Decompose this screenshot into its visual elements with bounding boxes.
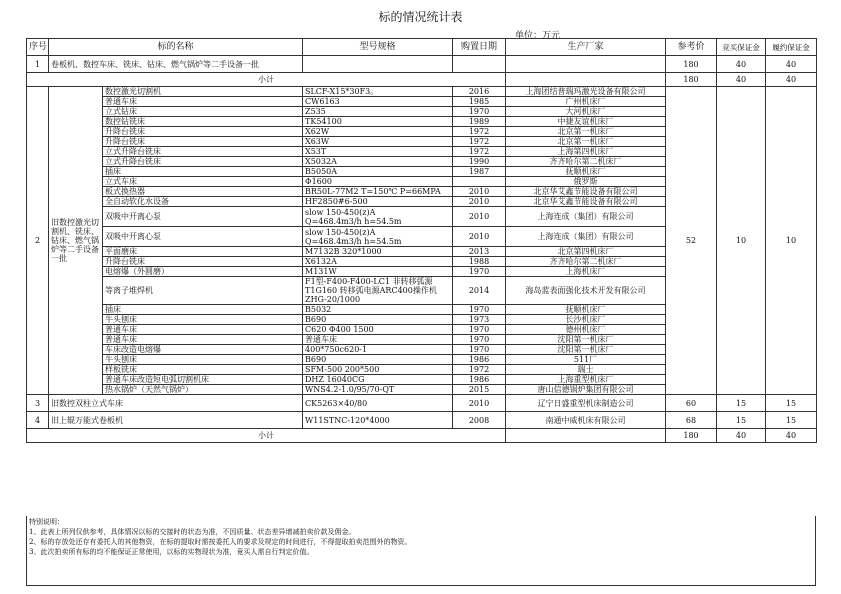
header-maker: 生产厂家: [506, 39, 666, 56]
row-model: [303, 267, 453, 277]
row-date: [453, 177, 506, 187]
model-line: X6132A: [305, 257, 337, 266]
row-model: [303, 207, 453, 227]
row-model: [303, 315, 453, 325]
row-model: [303, 325, 453, 335]
row-date: 1970: [453, 305, 506, 315]
row-name: 数控钻铣床: [103, 117, 303, 127]
row-maker: 瑞士: [506, 365, 666, 375]
row-date: 2015: [453, 385, 506, 395]
row-model: [303, 335, 453, 345]
row-date: 1970: [453, 267, 506, 277]
header-price: 参考价: [666, 39, 717, 56]
row-name: 车床改造电熔爆: [103, 345, 303, 355]
model-line: M131W: [305, 267, 337, 276]
row-price: 180: [666, 56, 717, 73]
row-date: 1970: [453, 325, 506, 335]
row-maker: 齐齐哈尔第二机床厂: [506, 157, 666, 167]
row-name: 立式升降台铣床: [103, 157, 303, 167]
row-maker: 上海第四机床厂: [506, 147, 666, 157]
row-price: 60: [666, 395, 717, 412]
row-name: 平面磨床: [103, 247, 303, 257]
row-maker: 大河机床厂: [506, 107, 666, 117]
header-date: 购置日期: [453, 39, 506, 56]
row-perf: 10: [766, 87, 817, 395]
row-model: [303, 247, 453, 257]
model-line: CW6163: [305, 97, 340, 106]
model-line: SLCF-X15*30F3。: [305, 87, 379, 96]
row-no: 2: [27, 87, 49, 395]
row-date: 1988: [453, 257, 506, 267]
row-name: 升降台铣床: [103, 257, 303, 267]
row-name: 立式车床: [103, 177, 303, 187]
subtotal-label: 小计: [27, 429, 506, 443]
row-model: CK5263×40/80: [303, 395, 453, 412]
model-line: BR50L-77M2 T=150℃ P=66MPA: [305, 187, 441, 196]
row-maker: 中捷友谊机床厂: [506, 117, 666, 127]
row-maker: 沈阳第一机床厂: [506, 345, 666, 355]
subtotal-price: 180: [666, 73, 717, 87]
row-name: 电熔爆（外圆磨）: [103, 267, 303, 277]
row-date: 2010: [453, 197, 506, 207]
row-bid: 10: [717, 87, 766, 395]
subtotal-bid: 40: [717, 73, 766, 87]
row-name: 升降台铣床: [103, 137, 303, 147]
header-name: 标的名称: [49, 39, 303, 56]
row-name: 立式钻床: [103, 107, 303, 117]
model-line: ZHG-20/1000: [305, 295, 361, 304]
model-line: SFM-500 200*500: [305, 365, 380, 374]
header-row: [27, 39, 817, 56]
row-perf: 15: [766, 395, 817, 412]
row-model: [303, 97, 453, 107]
model-line: Φ1600: [305, 177, 332, 186]
row-group-name: 旧数控激光切割机、铣床、钻床、燃气锅炉等二手设备一批: [49, 87, 103, 395]
model-line: X53T: [305, 147, 327, 156]
row-name: 双吸中开离心泵: [103, 207, 303, 227]
row-perf: 15: [766, 412, 817, 429]
row-maker: 抚顺机床厂: [506, 305, 666, 315]
row-bid: 15: [717, 412, 766, 429]
row-model: [303, 277, 453, 305]
row-date: 1985: [453, 97, 506, 107]
row-bid: 15: [717, 395, 766, 412]
row-model: [303, 157, 453, 167]
row-model: [303, 197, 453, 207]
row-name: 样板铣床: [103, 365, 303, 375]
row-price: 68: [666, 412, 717, 429]
row-name: 插床: [103, 167, 303, 177]
model-line: Z535: [305, 107, 326, 116]
row-maker: 上海团结普瑞玛激光设备有限公司: [506, 87, 666, 97]
row-model: [303, 257, 453, 267]
row-maker: 北京华艾鑫节能设备有限公司: [506, 197, 666, 207]
notes-title: 特别说明：: [29, 518, 64, 526]
row-model: [303, 167, 453, 177]
row-name: 牛头刨床: [103, 315, 303, 325]
row-maker: 北京第一机床厂: [506, 127, 666, 137]
row-maker: 上海连成（集团）有限公司: [506, 227, 666, 247]
row-maker: 德州机床厂: [506, 325, 666, 335]
subtotal-bid: 40: [717, 429, 766, 443]
row-name: 双吸中开离心泵: [103, 227, 303, 247]
note-line: 1、此表上所列仅供参考，具体情况以标的交接时的状态为准，不因质量、状态差异增减拍卖价款及佣金。: [29, 528, 356, 536]
model-line: C620 Φ400 1500: [305, 325, 374, 334]
row-date: 1972: [453, 127, 506, 137]
row-maker: 广州机床厂: [506, 97, 666, 107]
row-name: 卷板机、数控车床、铣床、钻床、燃气锅炉等二手设备一批: [49, 56, 303, 73]
subtotal-row: [27, 429, 817, 443]
row-no: 1: [27, 56, 49, 73]
row-maker: 北京第四机床厂: [506, 247, 666, 257]
row-maker: 长沙机床厂: [506, 315, 666, 325]
model-line: Q=468.4m3/h h=54.5m: [305, 216, 402, 226]
row-model: [303, 117, 453, 127]
table-row: [27, 412, 817, 429]
row-model: [303, 365, 453, 375]
row-date: 1972: [453, 137, 506, 147]
model-line: WNS4.2-1.0/95/70-QT: [305, 385, 395, 394]
row-date: 1972: [453, 365, 506, 375]
row-name: 立式升降台铣床: [103, 147, 303, 157]
row-name: 插床: [103, 305, 303, 315]
row-model: [303, 385, 453, 395]
row-model: [303, 305, 453, 315]
row-date: 1986: [453, 375, 506, 385]
model-line: F1型-F400-F400-LC1 非转移弧源: [305, 277, 433, 286]
row-date: 2014: [453, 277, 506, 305]
table-row: [27, 87, 817, 97]
subtotal-label: 小计: [27, 73, 506, 87]
row-bid: 40: [717, 56, 766, 73]
row-date: 2013: [453, 247, 506, 257]
row-name: 普通车床: [103, 97, 303, 107]
row-date: 2008: [453, 412, 506, 429]
header-model: 型号规格: [303, 39, 453, 56]
row-model: [303, 345, 453, 355]
row-maker: 511厂: [506, 355, 666, 365]
row-name: 升降台铣床: [103, 127, 303, 137]
header-perf-deposit: 履约保证金: [766, 39, 817, 56]
row-date: 1990: [453, 157, 506, 167]
row-maker: 辽宁日盛重型机床制造公司: [506, 395, 666, 412]
row-maker: 北京华艾鑫节能设备有限公司: [506, 187, 666, 197]
row-model: [303, 147, 453, 157]
subtotal-row: [27, 73, 817, 87]
row-date: 2010: [453, 187, 506, 197]
row-name: 普通车床: [103, 325, 303, 335]
note-line: 2、标的存放处还存有委托人的其他物资，在标的提取时需按委托人的要求及规定的时间进行，不得提取拍卖范围外的物资。: [29, 538, 412, 546]
model-line: X62W: [305, 127, 330, 136]
row-maker: 上海机床厂: [506, 267, 666, 277]
row-name: 等离子堆焊机: [103, 277, 303, 305]
row-model: [303, 375, 453, 385]
row-maker: 海岛蓝表面强化技术开发有限公司: [506, 277, 666, 305]
row-maker: 抚顺机床厂: [506, 167, 666, 177]
row-name: 旧数控双柱立式车床: [49, 395, 303, 412]
row-name: 板式换热器: [103, 187, 303, 197]
row-name: 旧上辊万能式卷板机: [49, 412, 303, 429]
row-model: [303, 177, 453, 187]
row-date: 1987: [453, 167, 506, 177]
model-line: 普通车床: [305, 335, 338, 344]
statistics-table: [26, 38, 817, 443]
row-name: 普通车床改造短电弧切割机床: [103, 375, 303, 385]
row-model: [303, 187, 453, 197]
row-model: [303, 137, 453, 147]
subtotal-price: 180: [666, 429, 717, 443]
row-no: 3: [27, 395, 49, 412]
model-line: X5032A: [305, 157, 337, 166]
model-line: B690: [305, 315, 327, 324]
model-line: T1G160 转移弧电源ARC400操作机: [305, 286, 437, 295]
table-row: [27, 395, 817, 412]
subtotal-perf: 40: [766, 429, 817, 443]
notes: [26, 516, 816, 586]
model-line: B690: [305, 355, 327, 364]
row-maker: 唐山信德锅炉集团有限公司: [506, 385, 666, 395]
row-date: 1989: [453, 117, 506, 127]
row-model: W11STNC-120*4000: [303, 412, 453, 429]
row-no: 4: [27, 412, 49, 429]
row-name: 普通车床: [103, 335, 303, 345]
model-line: Q=468.4m3/h h=54.5m: [305, 236, 402, 246]
row-date: 1970: [453, 345, 506, 355]
row-date: 1970: [453, 335, 506, 345]
row-maker: 上海重型机床厂: [506, 375, 666, 385]
row-maker: 俄罗斯: [506, 177, 666, 187]
model-line: TK54100: [305, 117, 342, 126]
row-date: 2016: [453, 87, 506, 97]
model-line: DHZ 16040CG: [305, 375, 365, 384]
row-name: 热水锅炉（天然气锅炉）: [103, 385, 303, 395]
row-maker: 齐齐哈尔第二机床厂: [506, 257, 666, 267]
row-perf: 40: [766, 56, 817, 73]
row-date: 1986: [453, 355, 506, 365]
row-model: [303, 107, 453, 117]
model-line: slow 150-450(z)A: [305, 207, 376, 217]
unit-label: 单位：万元: [515, 31, 561, 41]
model-line: 400*750c620-1: [305, 345, 368, 354]
table-row: [27, 56, 817, 73]
row-maker: 上海连成（集团）有限公司: [506, 207, 666, 227]
subtotal-perf: 40: [766, 73, 817, 87]
model-line: B5050A: [305, 167, 338, 176]
row-price: 52: [666, 87, 717, 395]
model-line: slow 150-450(z)A: [305, 227, 376, 237]
row-date: 2010: [453, 207, 506, 227]
row-model: [303, 87, 453, 97]
model-line: M7132B 320*1000: [305, 247, 382, 256]
row-date: 1973: [453, 315, 506, 325]
row-model: [303, 355, 453, 365]
note-line: 3、此次拍卖所有标的均不能保证正常使用，以标的实物现状为准，竟买人需自行判定价值。: [29, 548, 314, 556]
table-cell: [506, 429, 666, 443]
row-name: 全自动软化水设备: [103, 197, 303, 207]
row-model: [303, 227, 453, 247]
row-maker: 南通中威机床有限公司: [506, 412, 666, 429]
row-model: [303, 127, 453, 137]
row-name: 数控激光切割机: [103, 87, 303, 97]
header-no: 序号: [27, 39, 49, 56]
header-bid-deposit: 竞买保证金: [717, 39, 766, 56]
row-maker: 北京第一机床厂: [506, 137, 666, 147]
row-maker: 沈阳第一机床厂: [506, 335, 666, 345]
model-line: HF2850#6-500: [305, 197, 368, 206]
row-date: 1970: [453, 107, 506, 117]
model-line: X63W: [305, 137, 330, 146]
row-date: 2010: [453, 227, 506, 247]
model-line: B5032: [305, 305, 332, 314]
row-date: 2010: [453, 395, 506, 412]
row-name: 牛头刨床: [103, 355, 303, 365]
row-date: 1972: [453, 147, 506, 157]
page-title: 标的情况统计表: [378, 10, 463, 24]
